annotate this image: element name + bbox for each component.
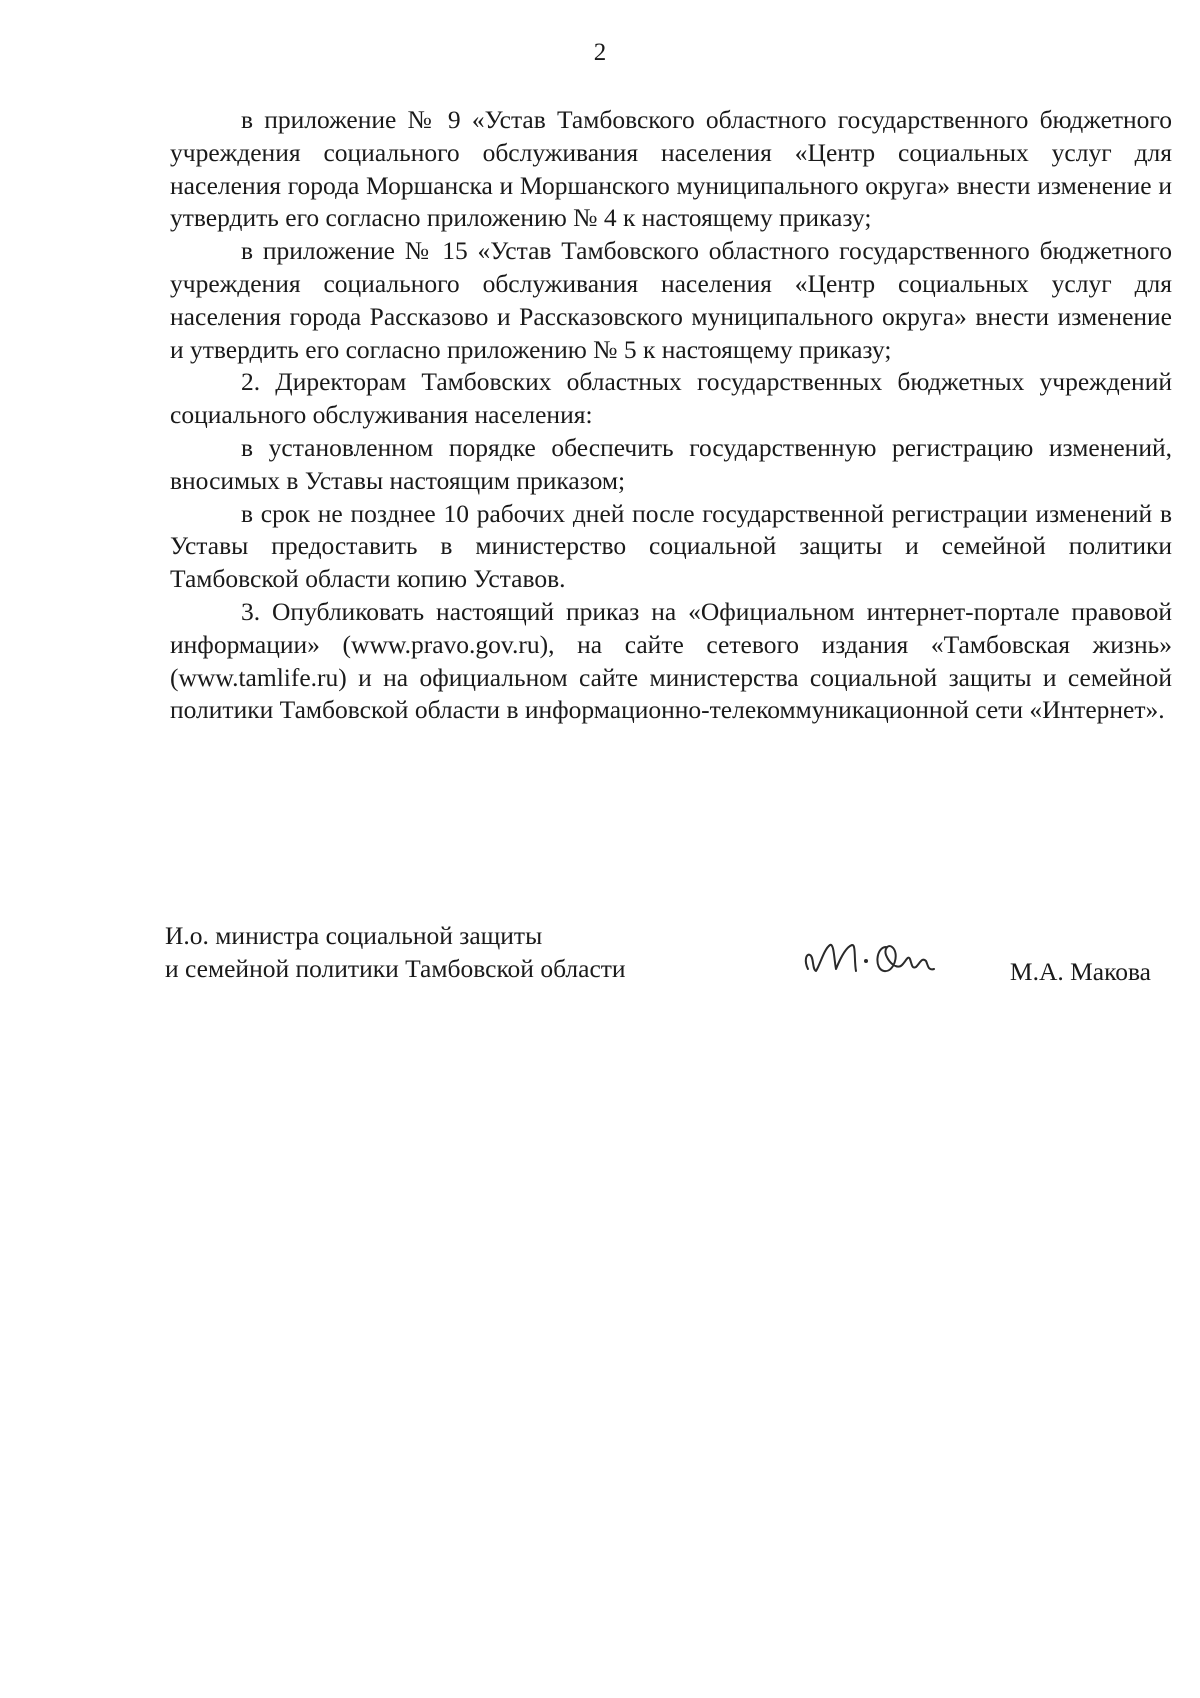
paragraph-appendix-15: в приложение № 15 «Устав Тамбовского областного государственного бюджетного учреждения социального обслуживания населения «Центр социальных услуг для населения города Рассказово и Рассказовского муниципального округа» внести изменение и утвердить его согласно приложению № 5 к настоящему приказу; (170, 236, 1172, 364)
paragraph-deadline: в срок не позднее 10 рабочих дней после государственной регистрации изменений в Уставы предоставить в министерство социальной защиты и семейной политики Тамбовской области копию Уставов. (170, 498, 1172, 594)
paragraph-item-3: 3. Опубликовать настоящий приказ на «Официальном интернет-портале правовой информации» (www.pravo.gov.ru), на сайте сетевого издания «Тамбовская жизнь» (www.tamlife.ru) и на официальном сайте министерства социальной защиты и семейной политики Тамбовской области в информационно-телекоммуникационной сети «Интернет». (170, 596, 1172, 725)
signatory-title (165, 919, 626, 985)
paragraph-item-2: 2. Директорам Тамбовских областных государственных бюджетных учреждений социального обслуживания населения: (170, 367, 1172, 430)
signatory-title-line-2: и семейной политики Тамбовской области (165, 954, 626, 983)
paragraph-registration: в установленном порядке обеспечить государственную регистрацию изменений, вносимых в Уставы настоящим приказом; (170, 432, 1172, 495)
signatory-name: М.А. Макова (1009, 957, 1151, 986)
signatory-title-line-1: И.о. министра социальной защиты (165, 921, 543, 950)
page-number: 2 (593, 39, 607, 66)
handwritten-signature (790, 925, 950, 985)
signature-block (165, 919, 1175, 999)
document-body (170, 104, 1172, 727)
paragraph-appendix-9: в приложение № 9 «Устав Тамбовского областного государственного бюджетного учреждения социального обслуживания населения «Центр социальных услуг для населения города Моршанска и Моршанского муниципального округа» внести изменение и утвердить его согласно приложению № 4 к настоящему приказу; (170, 105, 1172, 233)
